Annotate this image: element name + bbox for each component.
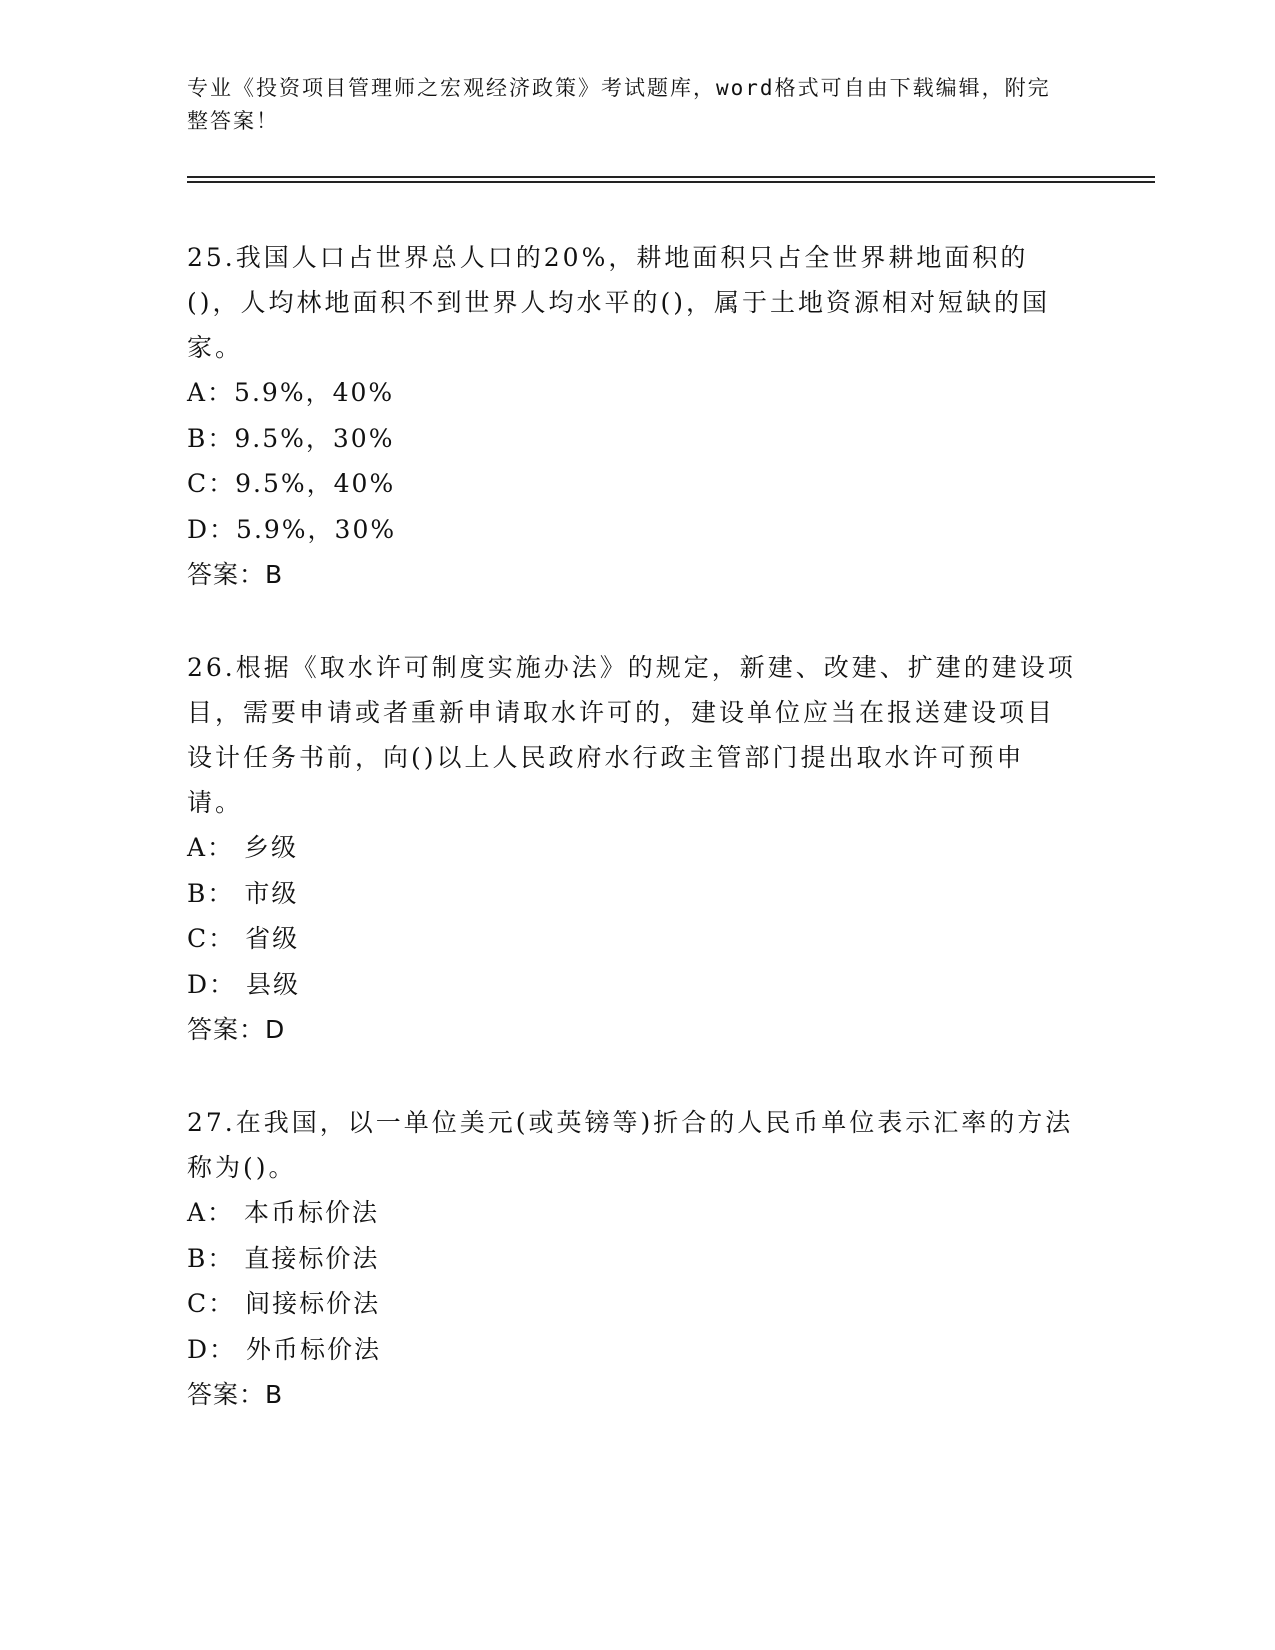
question-stem: 27.在我国，以一单位美元(或英镑等)折合的人民币单位表示汇率的方法称为()。 [187, 1108, 1074, 1182]
question-stem: 25.我国人口占世界总人口的20%，耕地面积只占全世界耕地面积的()，人均林地面积不到世界人均水平的()，属于土地资源相对短缺的国家。 [187, 243, 1051, 362]
answer-label: 答案：B [187, 560, 284, 589]
header-divider-top [187, 176, 1155, 178]
header-divider-bottom [187, 181, 1155, 183]
question-26 [187, 645, 1077, 1052]
answer-label: 答案：D [187, 1015, 286, 1044]
option-b: B：9.5%，30% [187, 423, 395, 453]
question-25 [187, 235, 1077, 597]
option-b: B： 市级 [187, 878, 299, 908]
option-c: C： 省级 [187, 924, 300, 953]
document-header: 专业《投资项目管理师之宏观经济政策》考试题库，word格式可自由下载编辑，附完整答案！ [187, 76, 1051, 133]
answer-label: 答案：B [187, 1380, 284, 1409]
question-stem: 26.根据《取水许可制度实施办法》的规定，新建、改建、扩建的建设项目，需要申请或者重新申请取水许可的，建设单位应当在报送建设项目设计任务书前，向()以上人民政府水行政主管部门提出取水许可预申请。 [187, 653, 1076, 817]
option-d: D：5.9%，30% [187, 514, 397, 544]
option-b: B： 直接标价法 [187, 1243, 380, 1273]
option-a: A： 本币标价法 [187, 1198, 380, 1227]
option-c: C：9.5%，40% [187, 469, 396, 498]
option-c: C： 间接标价法 [187, 1289, 381, 1318]
option-d: D： 县级 [187, 969, 300, 999]
option-d: D： 外币标价法 [187, 1334, 381, 1364]
option-a: A：5.9%，40% [187, 378, 395, 407]
question-27 [187, 1100, 1077, 1417]
option-a: A： 乡级 [187, 833, 299, 862]
